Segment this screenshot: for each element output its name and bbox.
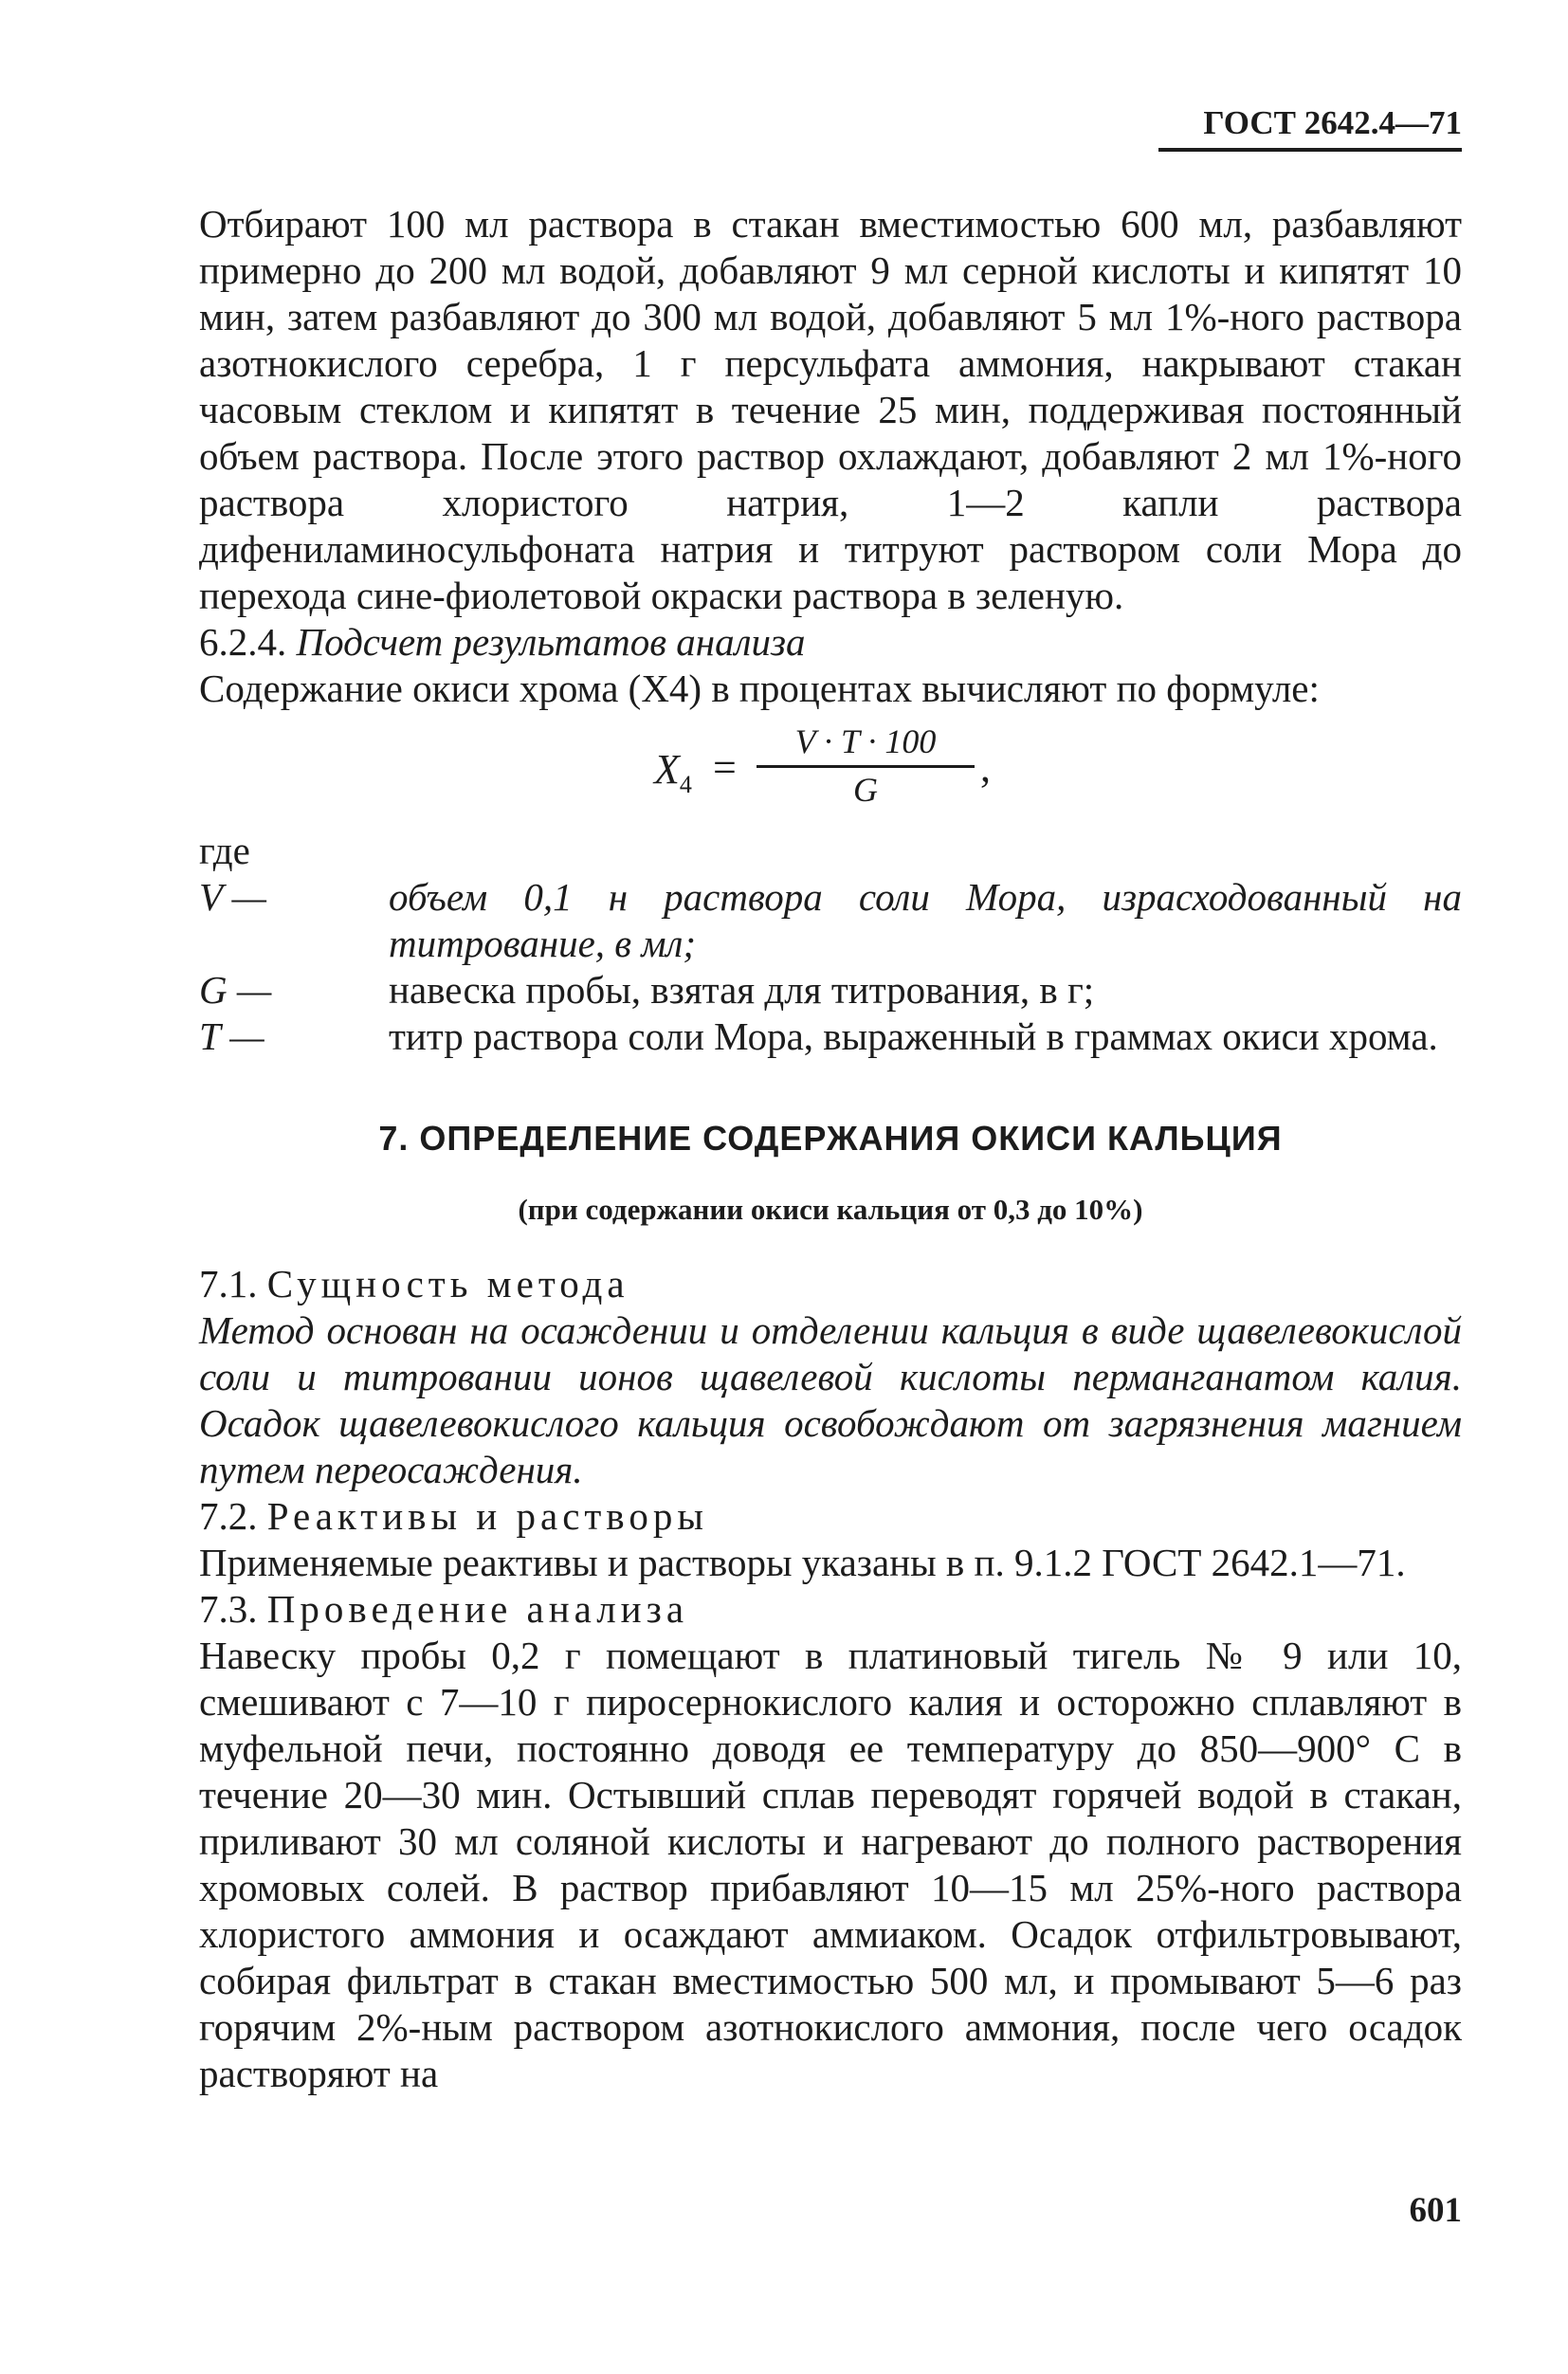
definition-symbol: V — bbox=[199, 875, 267, 919]
subsection-number: 6.2.4. bbox=[199, 620, 287, 664]
formula bbox=[199, 720, 1462, 824]
subsection-7-1-heading bbox=[199, 1261, 1462, 1307]
formula-denominator: G bbox=[853, 771, 878, 809]
subsection-title: Подсчет результатов анализа bbox=[296, 620, 806, 664]
subsection-7-3-text: Навеску пробы 0,2 г помещают в платиновый тигель № 9 или 10, смешивают с 7—10 г пиросернокислого калия и осторожно сплавляют в муфельной печи, постоянно доводя ее температуру до 850—900° С в течение 20—30 мин. Остывший сплав переводят горячей водой в стакан, приливают 30 мл соляной кислоты и нагревают до полного растворения хромовых солей. В раствор прибавляют 10—15 мл 25%-ного раствора хлористого аммония и осаждают аммиаком. Осадок отфильтровывают, собирая фильтрат в стакан вместимостью 500 мл, и промывают 5—6 раз горячим 2%-ным раствором азотнокислого аммония, после чего осадок растворяют на bbox=[199, 1634, 1462, 2095]
subsection-number: 7.2. bbox=[199, 1494, 258, 1538]
formula-trailing-comma: , bbox=[980, 744, 991, 791]
subsection-6-2-4-heading bbox=[199, 619, 1462, 666]
subsection-number: 7.3. bbox=[199, 1587, 258, 1631]
definition-item bbox=[199, 874, 1462, 967]
section-7-title: 7. ОПРЕДЕЛЕНИЕ СОДЕРЖАНИЯ ОКИСИ КАЛЬЦИЯ bbox=[378, 1119, 1283, 1158]
definition-symbol: G — bbox=[199, 968, 272, 1012]
doc-code: ГОСТ 2642.4—71 bbox=[1203, 104, 1462, 141]
formula-intro: Содержание окиси хрома (X4) в процентах вычисляют по формуле: bbox=[199, 667, 1320, 710]
subsection-7-2-text: Применяемые реактивы и растворы указаны в п. 9.1.2 ГОСТ 2642.1—71. bbox=[199, 1541, 1406, 1584]
section-7-subtitle: (при содержании окиси кальция от 0,3 до 10%) bbox=[518, 1193, 1143, 1226]
formula-lhs bbox=[654, 746, 692, 808]
definition-text: навеска пробы, взятая для титрования, в г; bbox=[389, 968, 1095, 1012]
intro-paragraph: Отбирают 100 мл раствора в стакан вместимостью 600 мл, разбавляют примерно до 200 мл водой, добавляют 9 мл серной кислоты и кипятят 10 мин, затем разбавляют до 300 мл водой, добавляют 5 мл 1%-ного раствора азотнокислого серебра, 1 г персульфата аммония, накрывают стакан часовым стеклом и кипятят в течение 25 мин, поддерживая постоянный объем раствора. После этого раствор охлаждают, добавляют 2 мл 1%-ного раствора хлористого натрия, 1—2 капли раствора дифениламиносульфоната натрия и титруют раствором соли Мора до перехода сине-фиолетовой окраски раствора в зеленую. bbox=[199, 202, 1462, 617]
definition-symbol: T — bbox=[199, 1014, 264, 1058]
subsection-7-3-heading bbox=[199, 1586, 1462, 1633]
where-label: где bbox=[199, 829, 250, 872]
subsection-title: Реактивы и растворы bbox=[266, 1494, 708, 1538]
formula-numerator: V · T · 100 bbox=[794, 722, 937, 760]
definition-text: титр раствора соли Мора, выраженный в граммах окиси хрома. bbox=[389, 1014, 1438, 1058]
subsection-title: Проведение анализа bbox=[266, 1587, 689, 1631]
definition-item bbox=[199, 967, 1462, 1014]
page-body bbox=[199, 201, 1462, 2097]
page-header bbox=[1158, 104, 1462, 152]
subsection-7-1-text: Метод основан на осаждении и отделении кальция в виде щавелевокислой соли и титровании ионов щавелевой кислоты перманганатом калия. Осадок щавелевокислого кальция освобождают от загрязнения магнием путем переосаждения. bbox=[199, 1308, 1462, 1491]
page-number: 601 bbox=[1409, 2191, 1462, 2230]
formula-equals: = bbox=[713, 744, 737, 791]
subsection-7-2-heading bbox=[199, 1493, 1462, 1540]
definition-text: объем 0,1 н раствора соли Мора, израсходованный на титрование, в мл; bbox=[389, 875, 1462, 965]
subsection-title: Сущность метода bbox=[266, 1262, 629, 1306]
formula-lhs-sub: 4 bbox=[679, 770, 692, 798]
formula-fraction bbox=[757, 720, 975, 812]
definition-item bbox=[199, 1014, 1462, 1060]
subsection-number: 7.1. bbox=[199, 1262, 258, 1306]
definitions-list bbox=[199, 874, 1462, 1060]
formula-lhs-var: X bbox=[654, 746, 680, 793]
